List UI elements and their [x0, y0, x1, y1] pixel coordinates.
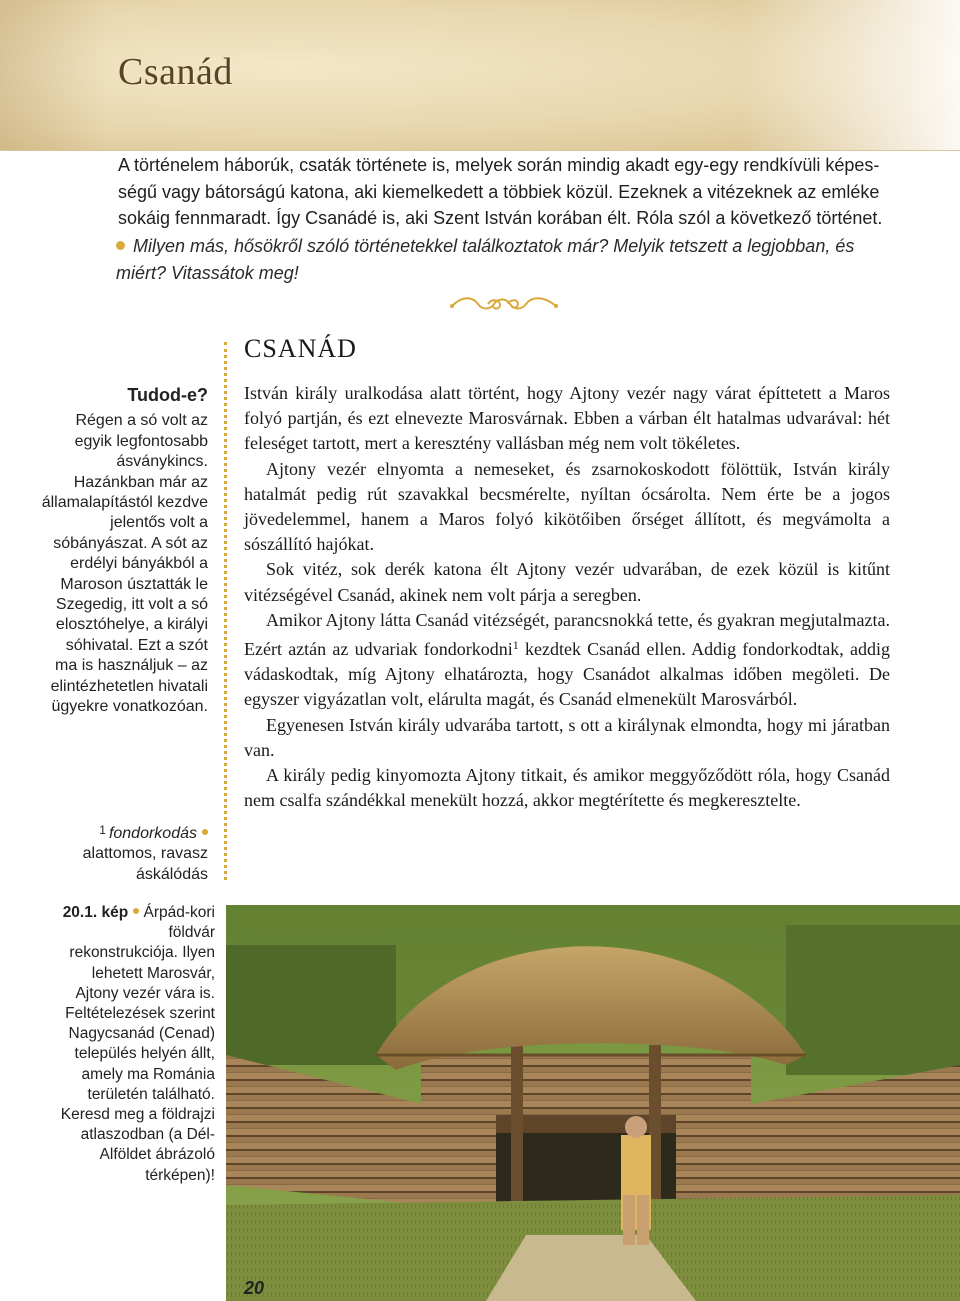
story-paragraph: István király uralkodása alatt történt, hogy Ajtony vezér nagy várat építtetett a Maros folyó partján, és ezt elnevezte Marosvárnak. Ebben a várban élt hatalmas udvarával: hét feleséget tartott, mert a keresztény vallásban még nem volt tökéletes.	[244, 383, 890, 454]
flourish-ornament-icon	[448, 292, 560, 316]
figure-label: 20.1. kép	[62, 904, 129, 921]
footnote-definition: alattomos, ravasz áskálódás	[82, 845, 208, 883]
chapter-title: Csanád	[118, 51, 233, 93]
figure-caption-text: Árpád-kori földvár rekonstrukciója. Ilyen lehetett Marosvár, Ajtony vezér vára is. Feltételezések szerint Nagycsanád (Cenad) település helyén állt, amely ma Románia területén található. Keresd meg a földrajzi atlaszodban (a Dél-Alföldet ábrázoló térképen)!	[60, 904, 215, 1184]
figure-caption	[60, 903, 215, 1186]
story-paragraph: Ajtony vezér elnyomta a nemeseket, és zsarnokoskodott fölöttük, István király hatalmát pedig rút szavakkal becsmérelte, nyíltan ócsárolta. Nem érte be a jogos jövedelemmel, hanem a Maros folyó kikötőiben őrséget állított, és megvámolta a sószállító hajókat.	[244, 458, 890, 555]
footnote	[40, 820, 208, 885]
story-paragraph-part: Amikor Ajtony látta Csanád vitézségét, parancsnokká tette, és gyakran megjutalmazta. Ezért aztán az udvariak fondorkodni	[244, 609, 890, 660]
did-you-know-box	[40, 385, 208, 718]
story-paragraph	[244, 608, 890, 713]
story-paragraph: A király pedig kinyomozta Ajtony titkait, és amikor meggyőződött róla, hogy Csanád nem csalfa szándékkal menekült hozzá, akkor megtérítette és megkeresztelte.	[244, 765, 890, 811]
footnote-number: 1	[99, 823, 106, 837]
footnote-term: fondorkodás	[108, 825, 197, 842]
page-number: 20	[244, 1278, 265, 1298]
column-divider	[224, 342, 227, 880]
question-text: Milyen más, hősökről szóló történetekkel találkoztatok már? Melyik tetszett a legjobban, és miért? Vitassátok meg!	[116, 236, 855, 283]
sidebar-title: Tudod-e?	[127, 385, 208, 405]
dot-icon	[133, 908, 139, 914]
story-title: CSANÁD	[244, 334, 357, 363]
bullet-icon	[116, 241, 125, 250]
story-text	[244, 381, 890, 813]
fortress-illustration	[226, 905, 960, 1301]
dot-icon	[202, 829, 208, 835]
intro-text: A történelem háborúk, csaták története is, melyek során mindig akadt egy-egy rendkívüli képességű vagy bátorságú katona, aki kiemelkedett a többiek közül. Ezeknek a vitézeknek az emléke sokáig fennmaradt. Így Csanádé is, aki Szent István korában élt. Róla szól a következő történet.	[118, 155, 883, 229]
discussion-question	[116, 233, 906, 286]
banner-shadow	[0, 0, 110, 150]
story-paragraph: Egyenesen István király udvarába tartott, s ott a királynak elmondta, hogy mi járatban van.	[244, 714, 890, 760]
footnote-reference: 1	[512, 638, 519, 653]
fortress-photo	[226, 905, 960, 1301]
story-paragraph: Sok vitéz, sok derék katona élt Ajtony vezér udvarában, de ezek közül is kitűnt vitézségével Csanád, akinek nem volt párja a seregben.	[244, 559, 890, 605]
sidebar-text: Régen a só volt az egyik legfontosabb ásványkincs. Hazánkban már az államalapítástól kezdve jelentős volt a sóbányászat. A sót az erdélyi bányákból a Maroson úsztatták le Szegedig, itt volt a só elosztóhelye, a királyi sóhivatal. Ezt a szót ma is használjuk – az elintézhetetlen hivatali ügyekre vonatkozóan.	[41, 412, 208, 716]
story-paragraph-part: kezdtek Csanád ellen. Addig fondorkodtak, addig vádaskodtak, míg Ajtony elhatározta, hogy Csanádot alkalmas időben megöleti. De egyszer vigyázatlan volt, elárulta magát, és Csanád elmenekült Marosvárból.	[244, 639, 890, 710]
